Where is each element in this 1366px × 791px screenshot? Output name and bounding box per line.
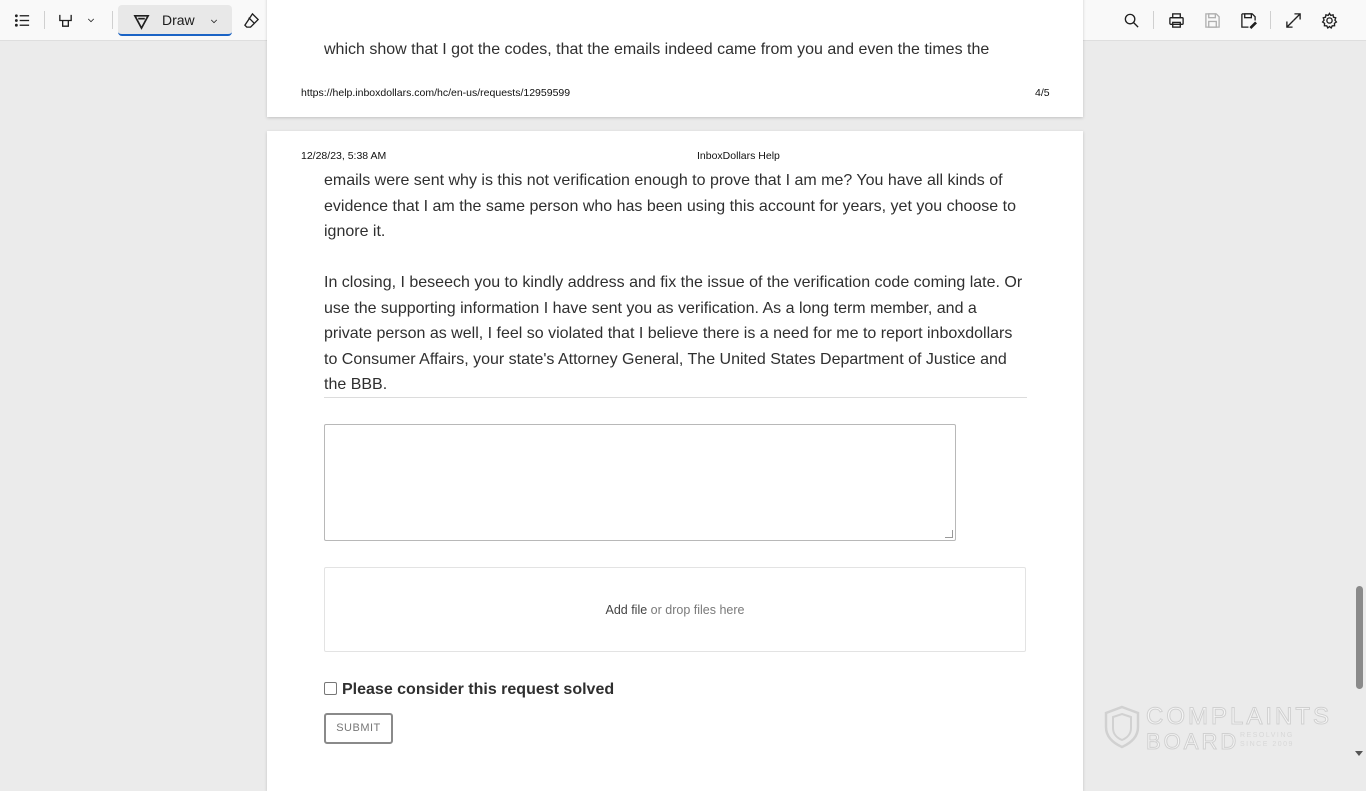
shield-logo-icon	[1104, 705, 1140, 749]
page4-footer-url: https://help.inboxdollars.com/hc/en-us/requests/12959599	[301, 87, 571, 99]
fullscreen-icon[interactable]	[1282, 0, 1304, 40]
pdf-page-5	[267, 131, 1083, 791]
scroll-down-arrow-icon[interactable]	[1355, 751, 1363, 756]
save-icon[interactable]	[1201, 0, 1223, 40]
paragraph-1: emails were sent why is this not verification enough to prove that I am me? You have all kinds of evidence that I am the same person who has been using this account for years, yet you choose to ignore it.	[324, 172, 1016, 241]
save-as-icon[interactable]	[1237, 0, 1259, 40]
request-solved-checkbox[interactable]	[324, 682, 337, 695]
vertical-scrollbar[interactable]	[1352, 41, 1366, 768]
draw-label: Draw	[162, 12, 195, 28]
contents-icon[interactable]	[10, 0, 34, 40]
request-solved-label[interactable]: Please consider this request solved	[342, 681, 615, 698]
add-file-link[interactable]: Add file	[605, 603, 648, 617]
draw-dropdown-chevron-icon[interactable]	[206, 1, 222, 41]
divider	[324, 397, 1027, 398]
comment-textarea[interactable]	[324, 424, 956, 541]
draw-pen-icon	[130, 1, 152, 41]
pdf-page-4	[267, 0, 1083, 117]
settings-gear-icon[interactable]	[1318, 0, 1340, 40]
page4-footer-page: 4/5	[1035, 87, 1050, 99]
page5-header-date: 12/28/23, 5:38 AM	[301, 150, 387, 162]
complaints-board-watermark	[1104, 703, 1333, 754]
drop-files-text: or drop files here	[647, 603, 745, 617]
watermark-line1: COMPLAINTS	[1146, 703, 1333, 730]
draw-button[interactable]	[118, 5, 232, 36]
file-dropzone[interactable]	[324, 567, 1026, 652]
watermark-tagline: RESOLVING SINCE 2009	[1240, 732, 1294, 748]
watermark-line2: BOARD	[1146, 729, 1240, 754]
eraser-icon[interactable]	[240, 0, 262, 40]
scrollbar-thumb[interactable]	[1356, 586, 1363, 689]
submit-button[interactable]: SUBMIT	[324, 713, 393, 744]
paragraph-2: In closing, I beseech you to kindly address and fix the issue of the verification code coming late. Or use the supporting information I have sent you as verification. As a long term member, and a private person as well, I feel so violated that I believe there is a need for me to report inboxdollars to Consumer Affairs, your state's Attorney General, The United States Department of Justice and the BBB.	[324, 274, 1023, 394]
page4-trailing-text: which show that I got the codes, that the emails indeed came from you and even the times the	[324, 41, 990, 58]
highlight-dropdown-chevron-icon[interactable]	[83, 0, 99, 40]
highlight-icon[interactable]	[54, 0, 76, 40]
resize-grip-icon[interactable]	[945, 530, 953, 538]
print-icon[interactable]	[1165, 0, 1187, 40]
search-icon[interactable]	[1120, 0, 1142, 40]
page5-header-title: InboxDollars Help	[697, 150, 780, 162]
